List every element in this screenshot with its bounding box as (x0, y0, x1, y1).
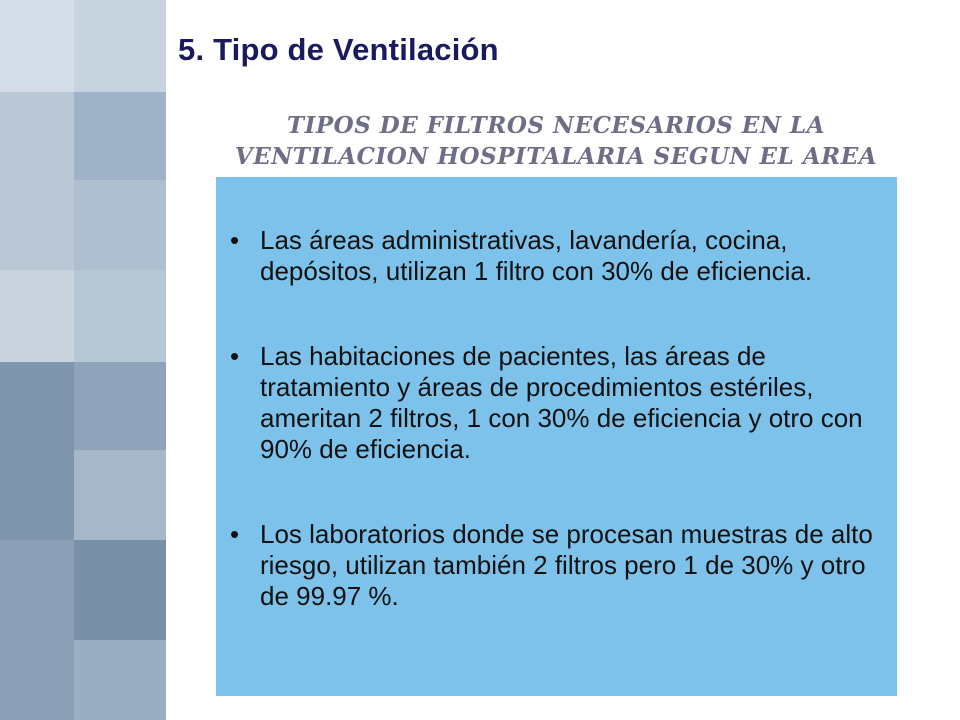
bullet-item (230, 519, 880, 612)
bullet-list (230, 225, 880, 612)
bullet-dot-icon: • (230, 225, 240, 255)
bullet-dot-icon: • (230, 519, 240, 549)
mosaic-tile (0, 540, 74, 720)
bullet-item (230, 341, 880, 465)
slide-title: 5. Tipo de Ventilación (178, 32, 499, 67)
mosaic-tile (74, 640, 166, 720)
content-panel (216, 177, 897, 696)
mosaic-tile (0, 270, 74, 362)
mosaic-tile (74, 362, 166, 450)
slide-subtitle (216, 110, 896, 172)
mosaic-tile (74, 450, 166, 540)
bullet-text: Los laboratorios donde se procesan muestras de alto riesgo, utilizan también 2 filtros pero 1 de 30% y otro de 99.97 %. (260, 519, 873, 611)
mosaic-tile (74, 180, 166, 270)
subtitle-line-1: TIPOS DE FILTROS NECESARIOS EN LA (286, 112, 826, 139)
mosaic-tile (0, 0, 74, 92)
subtitle-line-2: VENTILACION HOSPITALARIA SEGUN EL AREA (234, 143, 878, 170)
mosaic-tile (0, 362, 74, 540)
bullet-text: Las habitaciones de pacientes, las áreas de tratamiento y áreas de procedimientos estériles, ameritan 2 filtros, 1 con 30% de eficiencia y otro con 90% de eficiencia. (260, 341, 863, 464)
bullet-item (230, 225, 880, 287)
mosaic-tile (74, 0, 166, 92)
mosaic-tile (74, 540, 166, 640)
mosaic-tile (74, 92, 166, 180)
mosaic-tile (0, 92, 74, 270)
bullet-text: Las áreas administrativas, lavandería, cocina, depósitos, utilizan 1 filtro con 30% de eficiencia. (260, 225, 813, 286)
decorative-mosaic (0, 0, 166, 720)
mosaic-tile (74, 270, 166, 362)
bullet-dot-icon: • (230, 341, 240, 371)
